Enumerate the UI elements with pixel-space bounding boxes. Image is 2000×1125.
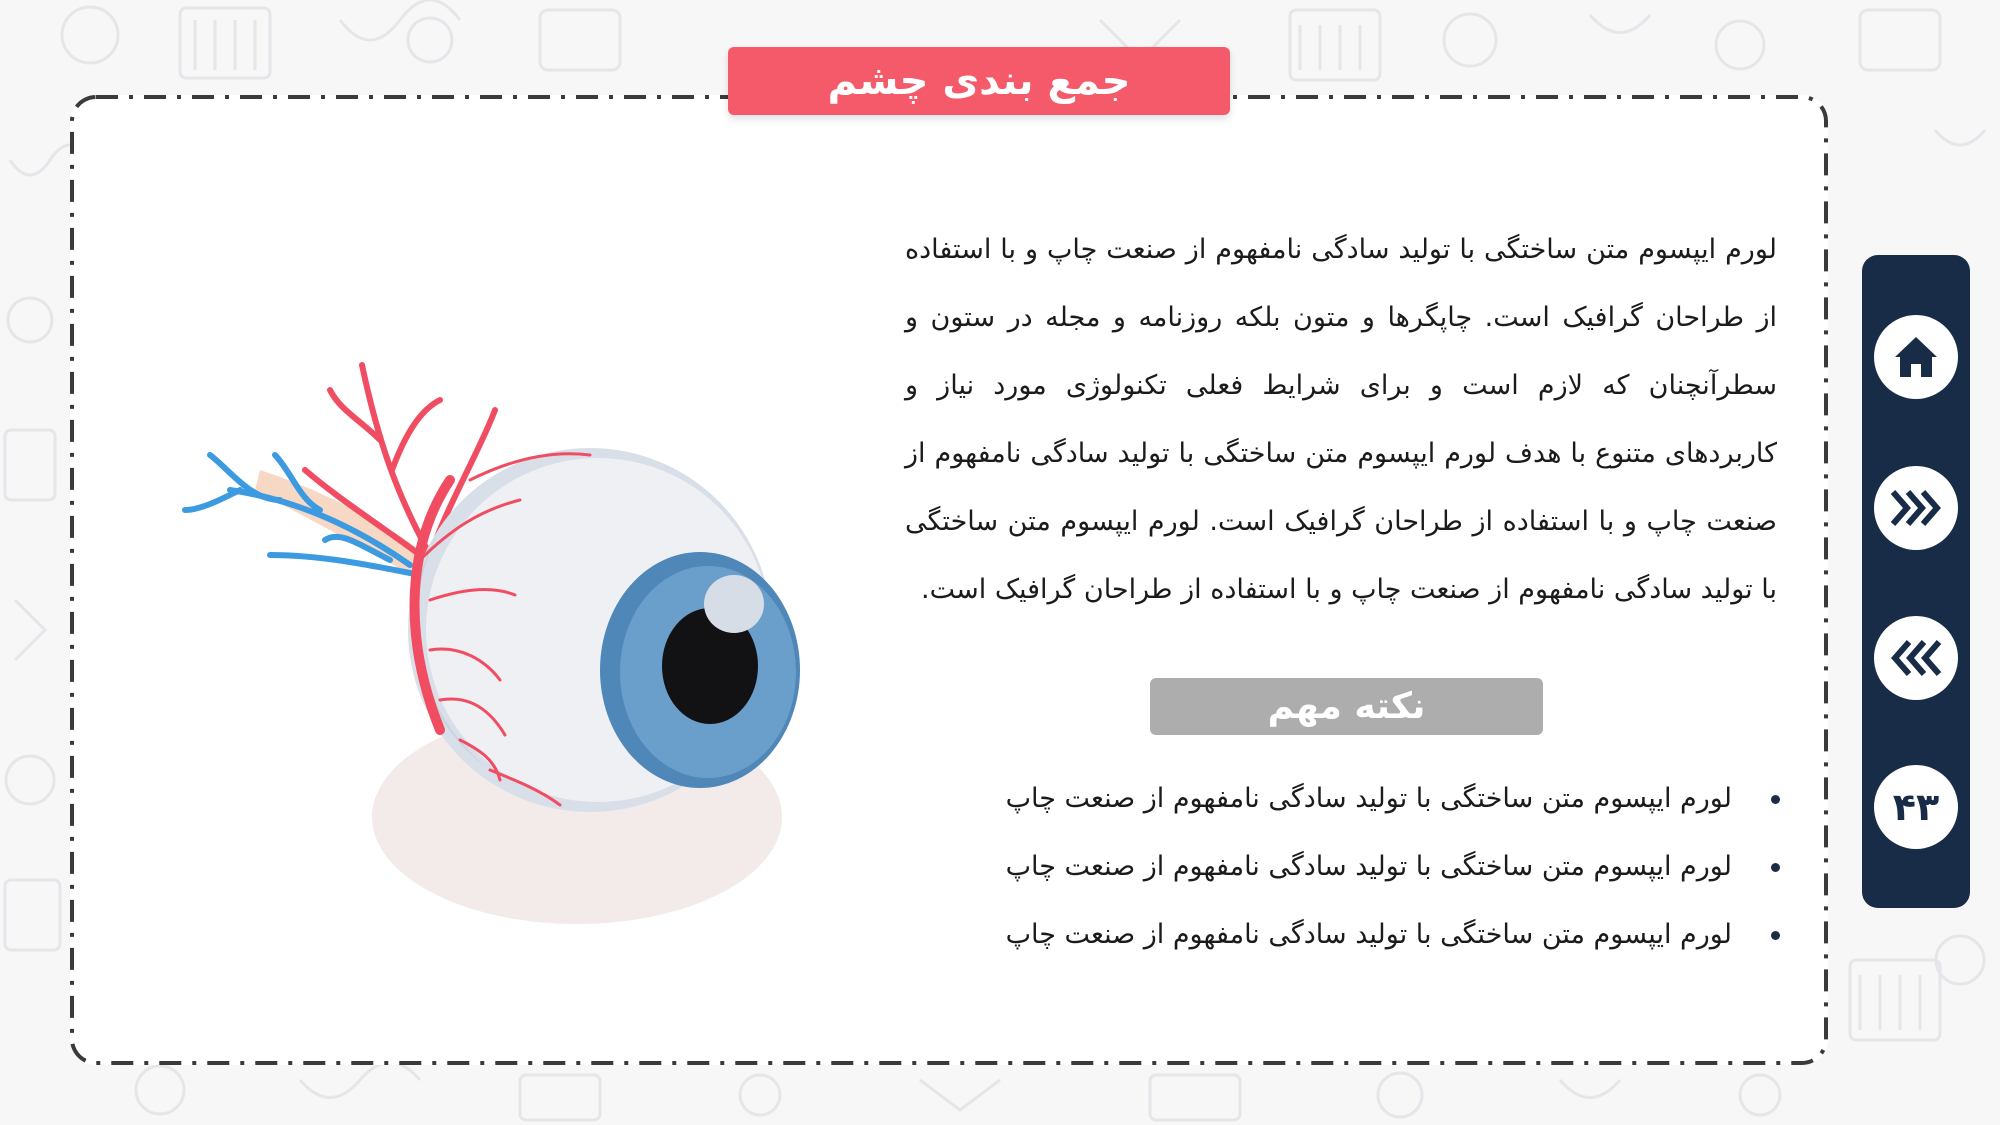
prev-button[interactable]: [1874, 616, 1958, 700]
title-banner: [728, 47, 1230, 115]
note-title: نکته مهم: [1267, 686, 1426, 727]
list-item: [990, 901, 1780, 969]
list-item: [990, 765, 1780, 833]
body-paragraph: لورم ایپسوم متن ساختگی با تولید سادگی نامفهوم از صنعت چاپ و با استفاده از طراحان گرافیک است. چاپگرها و متون بلکه روزنامه و مجله در ستون و سطرآنچنان که لازم است و برای شرایط فعلی تکنولوژی مورد نیاز و کاربردهای متنوع با هدف لورم ایپسوم متن ساختگی با تولید سادگی نامفهوم از صنعت چاپ و با استفاده از طراحان گرافیک است. لورم ایپسوم متن ساختگی با تولید سادگی نامفهوم از صنعت چاپ و با استفاده از طراحان گرافیک است.: [905, 234, 1777, 605]
note-banner: [1150, 678, 1543, 735]
sidebar-nav: [1862, 255, 1970, 908]
list-item-text: لورم ایپسوم متن ساختگی با تولید سادگی نامفهوم از صنعت چاپ: [1005, 919, 1732, 950]
home-icon: [1891, 332, 1941, 382]
home-button[interactable]: [1874, 315, 1958, 399]
list-item-text: لورم ایپسوم متن ساختگی با تولید سادگی نامفهوم از صنعت چاپ: [1005, 851, 1732, 882]
chevrons-right-icon: [1889, 488, 1943, 528]
chevrons-left-icon: [1889, 638, 1943, 678]
bullet-icon: [1771, 863, 1780, 872]
page-number: ۴۳: [1892, 785, 1940, 829]
eye-highlight: [704, 575, 764, 633]
eyeball-illustration: [130, 350, 810, 940]
bullet-list: [990, 765, 1780, 969]
list-item: [990, 833, 1780, 901]
page-title: جمع بندی چشم: [827, 58, 1131, 104]
bullet-icon: [1771, 931, 1780, 940]
next-button[interactable]: [1874, 466, 1958, 550]
bullet-icon: [1771, 795, 1780, 804]
page-number-badge: [1874, 765, 1958, 849]
list-item-text: لورم ایپسوم متن ساختگی با تولید سادگی نامفهوم از صنعت چاپ: [1005, 783, 1732, 814]
